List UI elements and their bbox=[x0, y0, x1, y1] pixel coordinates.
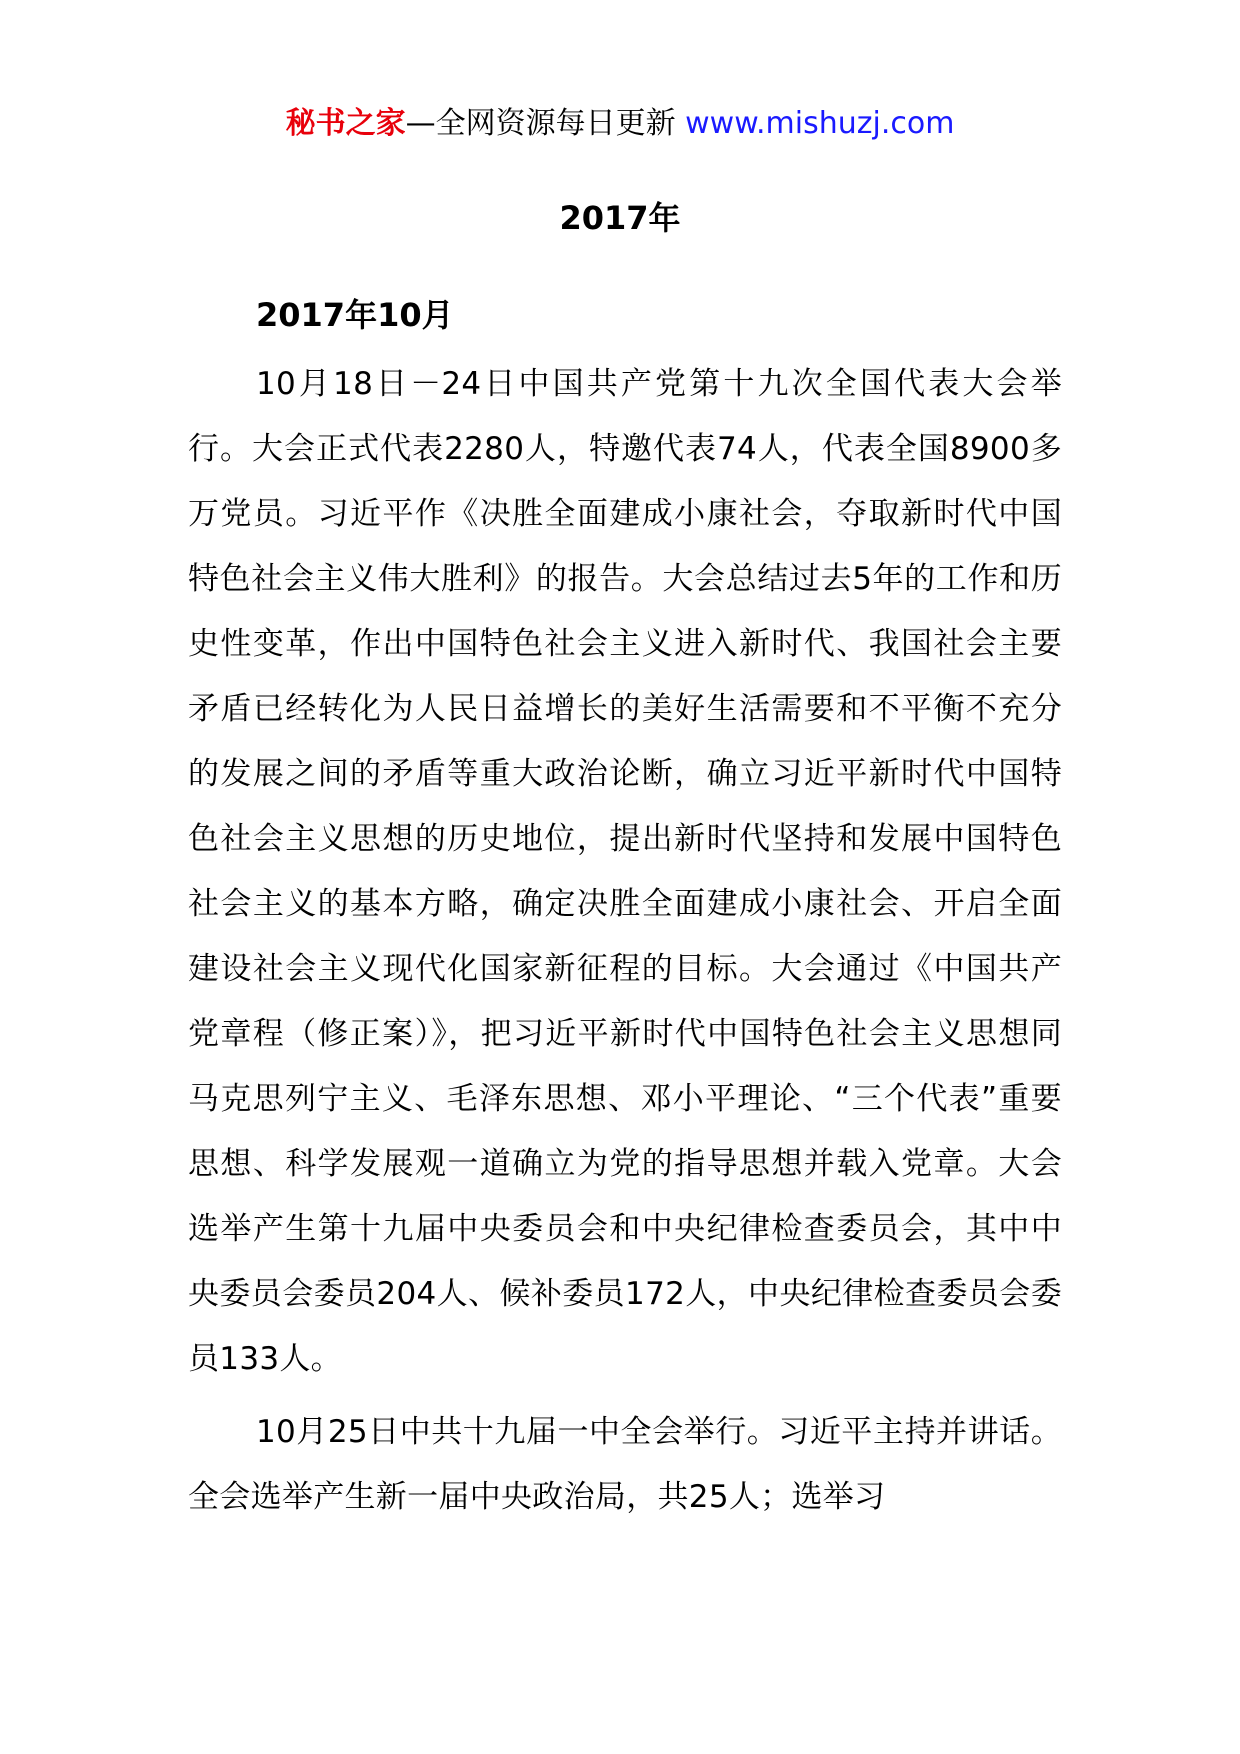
month-heading: 2017年10月 bbox=[256, 296, 454, 334]
year-heading: 2017年 bbox=[559, 199, 681, 237]
paragraph-congress: 10月18日－24日中国共产党第十九次全国代表大会举行。大会正式代表2280人，特邀代表74人，代表全国8900多万党员。习近平作《决胜全面建成小康社会，夺取新时代中国特色社会主义伟大胜利》的报告。大会总结过去5年的工作和历史性变革，作出中国特色社会主义进入新时代、我国社会主要矛盾已经转化为人民日益增长的美好生活需要和不平衡不充分的发展之间的矛盾等重大政治论断，确立习近平新时代中国特色社会主义思想的历史地位，提出新时代坚持和发展中国特色社会主义的基本方略，确定决胜全面建成小康社会、开启全面建设社会主义现代化国家新征程的目标。大会通过《中国共产党章程（修正案）》，把习近平新时代中国特色社会主义思想同马克思列宁主义、毛泽东思想、邓小平理论、“三个代表”重要思想、科学发展观一道确立为党的指导思想并载入党章。大会选举产生第十九届中央委员会和中央纪律检查委员会，其中中央委员会委员204人、候补委员172人，中央纪律检查委员会委员133人。 bbox=[188, 366, 1062, 1377]
paragraph-plenary: 10月25日中共十九届一中全会举行。习近平主持并讲话。全会选举产生新一届中央政治局，共25人；选举习 bbox=[188, 1414, 1062, 1515]
page-header bbox=[0, 102, 1240, 146]
document-body bbox=[188, 286, 1062, 1538]
site-url-link[interactable]: www.mishuzj.com bbox=[685, 106, 955, 141]
brand-name: 秘书之家 bbox=[285, 106, 406, 141]
header-tagline: —全网资源每日更新 bbox=[405, 106, 686, 141]
